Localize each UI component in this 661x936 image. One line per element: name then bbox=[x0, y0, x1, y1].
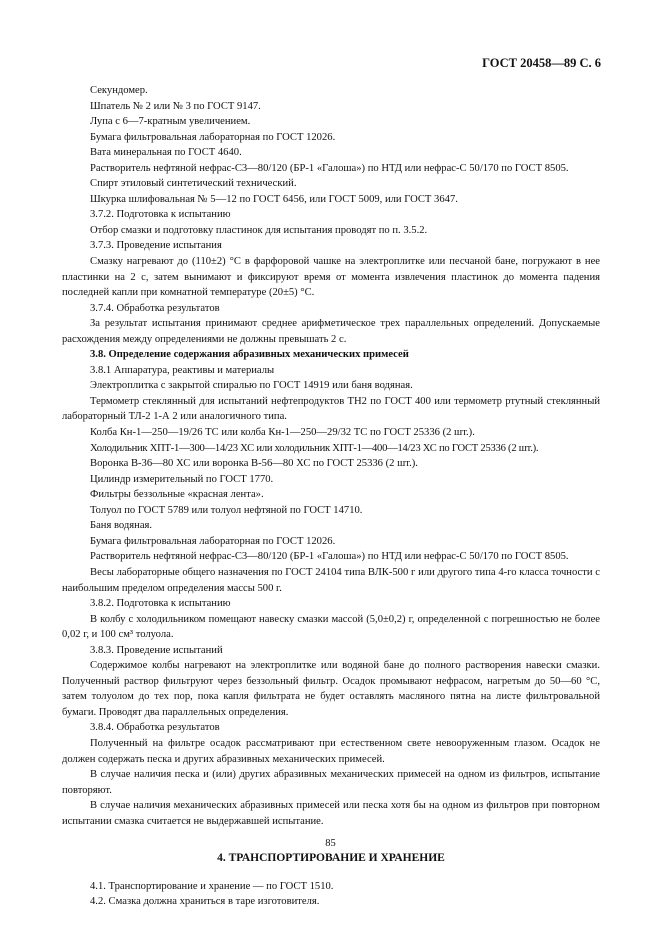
paragraph: Отбор смазки и подготовку пластинок для испытания проводят по п. 3.5.2. bbox=[90, 224, 428, 236]
paragraphs-before bbox=[62, 83, 600, 829]
paragraph: В случае наличия песка и (или) других абразивных механических примесей на одном из фильтров, испытание повторяют. bbox=[62, 769, 600, 796]
paragraph: Шпатель № 2 или № 3 по ГОСТ 9147. bbox=[90, 100, 261, 112]
paragraph: Толуол по ГОСТ 5789 или толуол нефтяной по ГОСТ 14710. bbox=[90, 504, 363, 516]
subsection-heading: 3.7.2. Подготовка к испытанию bbox=[90, 209, 231, 221]
paragraph: Баня водяная. bbox=[90, 520, 153, 532]
paragraph: Электроплитка с закрытой спиралью по ГОСТ 14919 или баня водяная. bbox=[90, 380, 413, 392]
subsection-heading: 3.7.4. Обработка результатов bbox=[90, 302, 220, 314]
paragraph: Бумага фильтровальная лабораторная по ГОСТ 12026. bbox=[90, 535, 336, 547]
paragraph: 4.2. Смазка должна храниться в таре изготовителя. bbox=[90, 896, 320, 908]
paragraph: Смазку нагревают до (110±2) °С в фарфоровой чашке на электроплитке или песчаной бане, погружают в нее пластинки на 2 с, затем вынимают и фиксируют время от момента извлечения пластинок до момента падения последней капли при комнатной температуре (20±5) °С. bbox=[62, 256, 600, 299]
subsection-heading: 3.7.3. Проведение испытания bbox=[90, 240, 222, 252]
paragraph: Воронка В-36—80 ХС или воронка В-56—80 ХС по ГОСТ 25336 (2 шт.). bbox=[90, 458, 418, 470]
subsection-heading: 3.8.3. Проведение испытаний bbox=[90, 644, 223, 656]
paragraph: 4.1. Транспортирование и хранение — по ГОСТ 1510. bbox=[90, 880, 334, 892]
paragraph: Бумага фильтровальная лабораторная по ГОСТ 12026. bbox=[90, 131, 336, 143]
paragraph: Секундомер. bbox=[90, 85, 148, 96]
page-number: 85 bbox=[325, 838, 336, 849]
paragraph: Растворитель нефтяной нефрас-С3—80/120 (БР-1 «Галоша») по НТД или нефрас-С 50/170 по ГОСТ 8505. bbox=[90, 162, 569, 174]
paragraph: Шкурка шлифовальная № 5—12 по ГОСТ 6456, или ГОСТ 5009, или ГОСТ 3647. bbox=[90, 193, 458, 205]
paragraph: В случае наличия механических абразивных примесей или песка хотя бы на одном из фильтров при повторном испытании смазка считается не выдержавшей испытание. bbox=[62, 800, 600, 827]
paragraph: Цилиндр измерительный по ГОСТ 1770. bbox=[90, 473, 274, 485]
paragraph: Фильтры беззольные «красная лента». bbox=[90, 489, 264, 501]
paragraph: Содержимое колбы нагревают на электроплитке или водяной бане до полного растворения навески смазки. Полученный раствор фильтруют через беззольный фильтр. Осадок промывают нефрасом, нагретым до 50—60 °С, затем толуолом до тех пор, пока капля фильтрата не будет оставлять масляного пятна на листе фильтровальной бумаги. Проводят два параллельных определения. bbox=[62, 660, 600, 718]
paragraph: Вата минеральная по ГОСТ 4640. bbox=[90, 147, 242, 159]
paragraph: За результат испытания принимают среднее арифметическое трех параллельных определений. Допускаемые расхождения между определениями не должны превышать 2 с. bbox=[62, 318, 600, 345]
paragraph: Холодильник ХПТ-1—300—14/23 ХС или холодильник ХПТ-1—400—14/23 ХС по ГОСТ 25336 (2 шт.). bbox=[90, 442, 539, 454]
document-body bbox=[62, 83, 600, 910]
paragraph: Полученный на фильтре осадок рассматривают при естественном свете невооруженным глазом. Осадок не должен содержать песка и других абразивных механических примесей. bbox=[62, 737, 600, 765]
paragraph: Колба Кн-1—250—19/26 ТС или колба Кн-1—250—29/32 ТС по ГОСТ 25336 (2 шт.). bbox=[90, 427, 475, 439]
paragraph: Спирт этиловый синтетический технический. bbox=[90, 178, 297, 190]
paragraph: Термометр стеклянный для испытаний нефтепродуктов ТН2 по ГОСТ 400 или термометр ртутный стеклянный лабораторный ТЛ-2 1-А 2 или аналогичного типа. bbox=[62, 395, 600, 423]
paragraph: В колбу с холодильником помещают навеску смазки массой (5,0±0,2) г, определенной с погрешностью не более 0,02 г, и 100 см³ толуола. bbox=[62, 613, 600, 641]
paragraph: Растворитель нефтяной нефрас-С3—80/120 (БР-1 «Галоша») по НТД или нефрас-С 50/170 по ГОСТ 8505. bbox=[90, 551, 569, 563]
section-heading: 3.8. Определение содержания абразивных механических примесей bbox=[90, 349, 409, 361]
subsection-heading: 3.8.1 Аппаратура, реактивы и материалы bbox=[90, 364, 275, 376]
paragraph: Весы лабораторные общего назначения по ГОСТ 24104 типа ВЛК-500 г или другого типа 4-го класса точности с наибольшим пределом определения массы 500 г. bbox=[62, 566, 600, 594]
subsection-heading: 3.8.4. Обработка результатов bbox=[90, 722, 220, 734]
paragraph: Лупа с 6—7-кратным увеличением. bbox=[90, 116, 251, 128]
subsection-heading: 3.8.2. Подготовка к испытанию bbox=[90, 598, 231, 610]
section-4-title: 4. ТРАНСПОРТИРОВАНИЕ И ХРАНЕНИЕ bbox=[217, 852, 445, 865]
page-header: ГОСТ 20458—89 С. 6 bbox=[482, 56, 601, 70]
